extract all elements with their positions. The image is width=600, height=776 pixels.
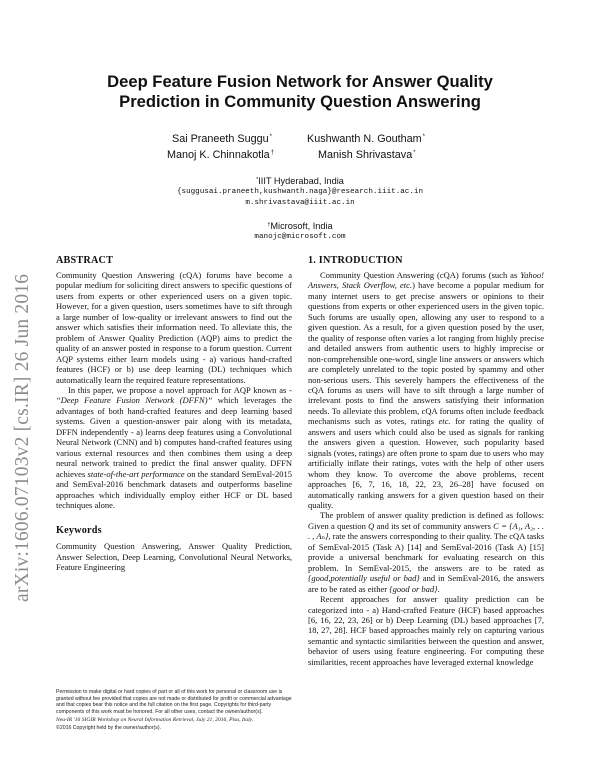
affiliation-iiit-mark: * bbox=[256, 177, 259, 183]
author-2-mark: * bbox=[422, 134, 425, 140]
left-column bbox=[56, 255, 292, 573]
copyright-line: ©2016 Copyright held by the owner/author(s). bbox=[56, 724, 162, 731]
affiliation-microsoft-mark: † bbox=[267, 222, 271, 228]
model-name-emphasis: “Deep Feature Fusion Network (DFFN)” bbox=[56, 395, 213, 406]
affiliation-iiit-name: IIIT Hyderabad, India bbox=[258, 176, 344, 186]
introduction-paragraph-1: Community Question Answering (cQA) forums (such as Yahoo! Answers, Stack Overflow, etc.) have become a popular medium for many internet users to get precise answers or opinions to their questions from experts or other experienced users in the given topic. Such forums are usually open, allowing any user to respond to a given question. As a result, for a given question posed by the user, the quality of response often varies a lot ranging from highly precise and detailed answers from authentic users to highly imprecise or non-comprehensible one-word, single line answers or answers which are completely unrelated to the topic posted by spammy and other non-serious users. This severely hampers the effectiveness of the cQA forums as users will have to sift through a large number of irrelevant posts to find the answers satisfying their information needs. To alleviate this problem, cQA forums often include feedback mechanisms such as votes, ratings etc. for rating the quality of answers and users which could also be used as signals for ranking the answers given a question. However, such popularity based signals (votes, ratings) are often prone to spam due to users who may artificially inflate their ratings, votes with the help of other users whom they know. To overcome the above problems, recent approaches [6, 7, 16, 18, 22, 23, 26–28] have focused on automatically ranking answers for a given question based on their quality. bbox=[308, 270, 544, 510]
affiliation-iiit-email-2: m.shrivastava@iiit.ac.in bbox=[245, 199, 355, 207]
affiliation-microsoft bbox=[150, 220, 450, 243]
author-2-name: Kushwanth N. Goutham bbox=[307, 133, 422, 145]
author-3-name: Manoj K. Chinnakotla bbox=[167, 149, 270, 161]
paper-title bbox=[60, 72, 540, 112]
abstract-paragraph-1: Community Question Answering (cQA) forums have become a popular medium for soliciting direct answers to specific questions of users from experts or other experienced users on a given topic. However, for a given question, users sometimes have to sift through a large number of low-quality or irrelevant answers to find out the answer which satisfies their information need. To alleviate this, the problem of Answer Quality Prediction (AQP) aims to predict the quality of an answer posted in response to a forum question. Current AQP systems either learn models using - a) various hand-crafted features (HCF) or b) use deep learning (DL) techniques which automatically learn the required feature representations. bbox=[56, 270, 292, 385]
right-column bbox=[308, 255, 544, 667]
affiliation-iiit-email-1: {suggusai.praneeth,kushwanth.naga}@research.iiit.ac.in bbox=[176, 188, 424, 196]
state-of-the-art-emphasis: state-of-the-art performance bbox=[87, 468, 185, 479]
affiliation-microsoft-name: Microsoft, India bbox=[270, 221, 333, 231]
affiliation-iiit bbox=[150, 175, 450, 209]
author-1-name: Sai Praneeth Suggu bbox=[172, 133, 269, 145]
affiliation-microsoft-email: manojc@microsoft.com bbox=[254, 233, 346, 241]
keywords-heading: Keywords bbox=[56, 525, 102, 537]
author-4 bbox=[318, 149, 416, 161]
arxiv-identifier-stamp: arXiv:1606.07103v2 [cs.IR] 26 Jun 2016 bbox=[12, 273, 33, 602]
permission-text: Permission to make digital or hard copies of part or all of this work for personal or classroom use is granted without fee provided that copies are not made or distributed for profit or commercial advantage and that copies bear this notice and the full citation on the first page. Copyrights for third-party components of this work must be honored. For all other uses, contact the owner/author(s). bbox=[56, 689, 292, 715]
paper-title-line-2: Prediction in Community Question Answering bbox=[119, 92, 481, 111]
abstract-paragraph-2: In this paper, we propose a novel approach for AQP known as - “Deep Feature Fusion Network (DFFN)” which leverages the advantages of both hand-crafted features and deep learning based systems. Given a question-answer pair along with its metadata, DFFN independently - a) learns deep features using a Convolutional Neural Network (CNN) and b) computes hand-crafted features using various external resources and then combines them using a deep neural network trained to predict the final answer quality. DFFN achieves state-of-the-art performance on the standard SemEval-2015 and SemEval-2016 benchmark datasets and outperforms baseline approaches which individually employ either HCF or DL based techniques alone. bbox=[56, 384, 292, 510]
introduction-paragraph-3: Recent approaches for answer quality prediction can be categorized into - a) Hand-crafted Feature (HCF) based approaches [6, 16, 22, 23, 26] or b) Deep Learning (DL) based approaches [7, 18, 27, 28]. HCF based approaches mainly rely on capturing various semantic and syntactic similarities between the question and answer, behavior of users using feature engineering. For computing these similarities, recent approaches have leveraged external knowledge bbox=[308, 594, 544, 667]
affiliation-iiit-name-line bbox=[150, 175, 450, 187]
keywords-text: Community Question Answering, Answer Quality Prediction, Answer Selection, Deep Learning, Convolutional Neural Networks, Feature Engineering bbox=[56, 541, 292, 573]
introduction-paragraph-2: The problem of answer quality prediction is defined as follows: Given a question Q and its set of community answers C = {A₁, A₂, . . . , Aₙ}, rate the answers corresponding to their quality. The cQA tasks of SemEval-2015 (Task A) [14] and SemEval-2016 (Task A) [15] provide a universal benchmark for evaluating research on this problem. In SemEval-2015, the answers are to be rated as {good,potentially useful or bad} and in SemEval-2016, the answers are to be rated as either {good or bad}. bbox=[308, 510, 545, 594]
author-1 bbox=[172, 133, 272, 145]
permission-notice bbox=[56, 689, 292, 733]
paper-title-line-1: Deep Feature Fusion Network for Answer Quality bbox=[107, 72, 493, 91]
author-3-mark: † bbox=[270, 150, 274, 156]
author-2 bbox=[307, 133, 425, 145]
answer-set-math: C = {A₁, A₂, . . . , Aₙ} bbox=[308, 520, 544, 542]
author-3 bbox=[167, 149, 274, 161]
introduction-heading: 1. INTRODUCTION bbox=[308, 255, 403, 266]
author-4-mark: * bbox=[413, 150, 416, 156]
author-4-name: Manish Shrivastava bbox=[318, 149, 413, 161]
author-1-mark: * bbox=[269, 134, 272, 140]
abstract-heading: ABSTRACT bbox=[56, 255, 114, 266]
venue-line: Neu-IR '16 SIGIR Workshop on Neural Information Retrieval, July 21, 2016, Pisa, Italy. bbox=[56, 716, 254, 723]
affiliation-microsoft-name-line bbox=[150, 220, 450, 232]
